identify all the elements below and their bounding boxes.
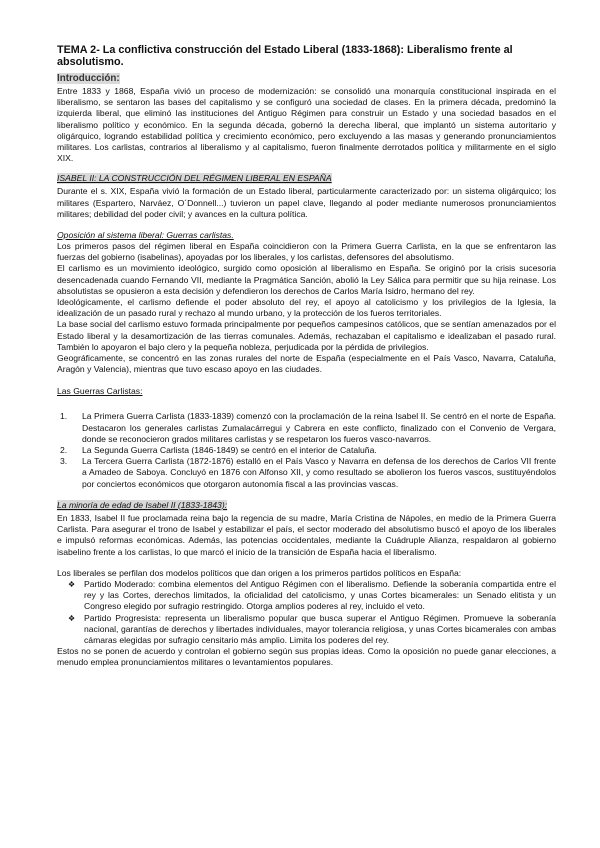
oposicion-paragraph: Ideológicamente, el carlismo defiende el poder absoluto del rey, el apoyo al catolicismo y los privilegios de la Iglesia, la idealización de un pasado rural y rechazo al mundo urbano, y la protección de los fueros territoriales. bbox=[57, 297, 556, 319]
partidos-closing: Estos no se ponen de acuerdo y controlan el gobierno según sus propias ideas. Como la oposición no puede ganar elecciones, a menudo emplea pronunciamientos militares o levantamientos populares. bbox=[57, 646, 556, 668]
list-number: 2. bbox=[60, 445, 68, 456]
minoria-heading: La minoría de edad de Isabel II (1833-1843): bbox=[57, 499, 228, 510]
guerras-list bbox=[57, 411, 556, 489]
partidos-list bbox=[57, 579, 556, 646]
oposicion-paragraph: Los primeros pasos del régimen liberal en España coincidieron con la Primera Guerra Carlista, en la que se enfrentaron las fuerzas del gobierno (isabelinas), apoyadas por los liberales, y los carlistas, defensores del absolutismo. bbox=[57, 241, 556, 263]
minoria-paragraph: En 1833, Isabel II fue proclamada reina bajo la regencia de su madre, María Cristina de Nápoles, en medio de la Primera Guerra Carlista. Para asegurar el trono de Isabel y estabilizar el país, el sector moderado del absolutismo buscó el apoyo de los liberales e impulsó reformas económicas. Además, las potencias occidentales, mediante la Cuádruple Alianza, respaldaron al gobierno isabelino frente a los carlistas, lo que marcó el inicio de la transición de España hacia el liberalismo. bbox=[57, 512, 556, 557]
diamond-bullet-icon: ❖ bbox=[68, 579, 76, 589]
partidos-intro: Los liberales se perfilan dos modelos políticos que dan origen a los primeros partidos políticos en España: bbox=[57, 567, 462, 578]
list-item bbox=[60, 456, 556, 490]
guerras-heading: Las Guerras Carlistas: bbox=[57, 386, 143, 397]
list-item-text: Partido Progresista: representa un liberalismo popular que busca superar el Antiguo Régimen. Promueve la soberanía nacional, garantías de derechos y libertades individuales, mayor tolerancia religiosa, y unas Cortes bicamerales con ambas cámaras elegidas por sufragio censitario más amplio. Limita los poderes del rey. bbox=[84, 612, 556, 645]
list-item bbox=[60, 445, 556, 456]
isabel-heading: ISABEL II: LA CONSTRUCCIÓN DEL RÉGIMEN LIBERAL EN ESPAÑA bbox=[57, 173, 332, 184]
isabel-paragraph: Durante el s. XIX, España vivió la formación de un Estado liberal, particularmente caracterizado por: un sistema oligárquico; los militares (Espartero, Narváez, O´Donnell...) tuvieron un papel clave, llegando al poder mediante numerosos pronunciamientos militares; debilidad del poder civil; y avances en la cultura política. bbox=[57, 186, 556, 219]
list-item bbox=[57, 579, 556, 613]
oposicion-paragraph: La base social del carlismo estuvo formada principalmente por pequeños campesinos católicos, que se sentían amenazados por el Estado liberal y la desamortización de las tierras comunales. Además, rechazaban el capitalismo e idealizaban el pasado rural. También lo apoyaron el bajo clero y la pequeña nobleza, perjudicada por la pérdida de privilegios. bbox=[57, 319, 556, 352]
intro-heading: Introducción: bbox=[57, 73, 120, 84]
list-item-text: La Primera Guerra Carlista (1833-1839) comenzó con la proclamación de la reina Isabel II. Se centró en el norte de España. Destacaron los generales carlistas Zumalacárregui y Cabrera en este conflicto, finalizado con el Convenio de Vergara, donde se reconocieron grados militares carlistas y se respetaron los fueros vasco-navarros. bbox=[82, 411, 556, 444]
list-item-text: La Segunda Guerra Carlista (1846-1849) se centró en el interior de Cataluña. bbox=[82, 445, 377, 456]
document-title: TEMA 2- La conflictiva construcción del Estado Liberal (1833-1868): Liberalismo frente al absolutismo. bbox=[57, 44, 513, 68]
diamond-bullet-icon: ❖ bbox=[68, 613, 76, 623]
intro-paragraph: Entre 1833 y 1868, España vivió un proceso de modernización: se consolidó una monarquía constitucional inspirada en el liberalismo, se sentaron las bases del capitalismo y se configuró una sociedad de clases. En la primera década, predominó la izquierda liberal, que eliminó las instituciones del Antiguo Régimen para construir un Estado y una sociedad basados en el liberalismo político y económico. En la segunda década, gobernó la derecha liberal, que implantó un sistema autoritario y oligárquico, logrando estabilidad política y crecimiento económico, pero excluyendo a las masas y generando pronunciamientos militares. Los carlistas, contrarios al liberalismo y al capitalismo, fueron finalmente derrotados política y militarmente en el siglo XIX. bbox=[57, 86, 556, 164]
list-number: 1. bbox=[60, 411, 68, 422]
list-item-text: La Tercera Guerra Carlista (1872-1876) estalló en el País Vasco y Navarra en defensa de los derechos de Carlos VII frente a Amadeo de Saboya. Concluyó en 1876 con Alfonso XII, y como resultado se abolieron los fueros vascos, sustituyéndolos por conciertos económicos que otorgaron autonomía fiscal a las provincias vascas. bbox=[82, 456, 556, 489]
list-item-text: Partido Moderado: combina elementos del Antiguo Régimen con el liberalismo. Defiende la soberanía compartida entre el rey y las Cortes, derechos limitados, la oficialidad del catolicismo, y unas Cortes bicamerales: un Senado elitista y un Congreso elegido por sufragio restringido. Otorga amplios poderes al rey, incluido el veto. bbox=[84, 578, 556, 612]
list-item bbox=[60, 411, 556, 445]
oposicion-paragraph: El carlismo es un movimiento ideológico, surgido como oposición al liberalismo en España. Se originó por la crisis sucesoria desencadenada cuando Fernando VII, mediante la Pragmática Sanción, abolió la Ley Sálica para permitir que su hija reinase. Los absolutistas se opusieron a esta decisión y defendieron los derechos de Carlos María Isidro, hermano del rey. bbox=[57, 263, 556, 296]
oposicion-heading: Oposición al sistema liberal: Guerras carlistas. bbox=[57, 230, 234, 241]
list-item bbox=[57, 613, 556, 647]
list-number: 3. bbox=[60, 456, 68, 467]
spacer bbox=[57, 558, 556, 568]
oposicion-paragraph: Geográficamente, se concentró en las zonas rurales del norte de España (especialmente en el País Vasco, Navarra, Cataluña, Aragón y Valencia), mientras que tuvo escaso apoyo en las ciudades. bbox=[57, 353, 556, 375]
